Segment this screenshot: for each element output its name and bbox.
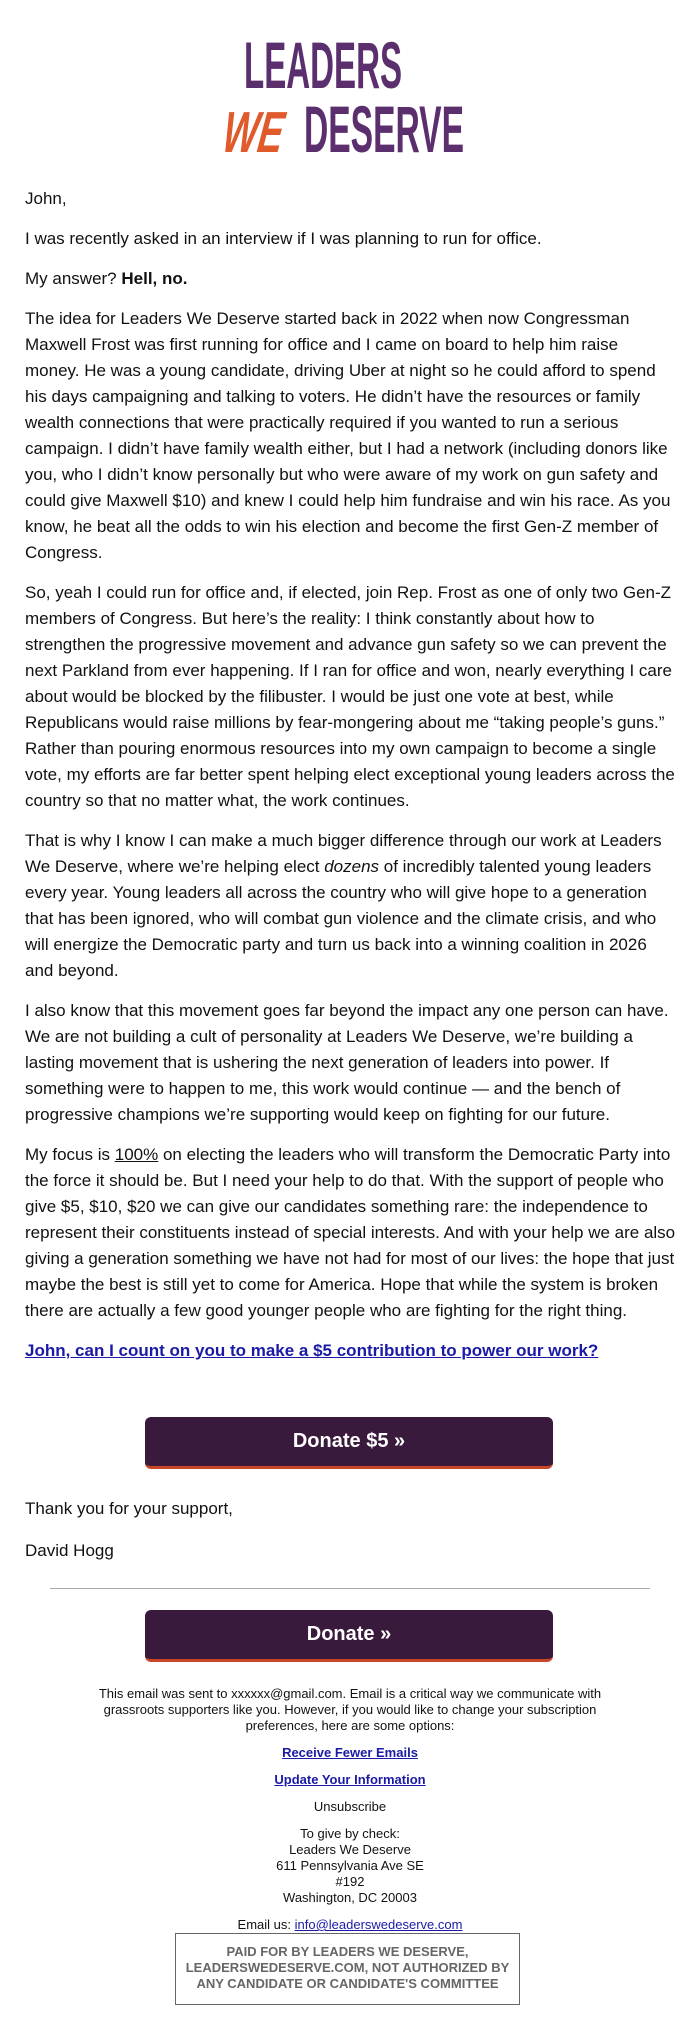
address-line: #192	[335, 1874, 365, 1889]
contact-email-link[interactable]: info@leaderswedeserve.com	[294, 1917, 463, 1932]
email-body	[25, 186, 677, 1378]
text: That is why I know I can make a much bigger difference through our work at Leaders We Deserve, where we’re helping elect	[25, 831, 662, 876]
logo-deserve: DESERVE	[304, 92, 464, 166]
check-label: To give by check:	[300, 1826, 400, 1841]
receive-fewer-emails-link[interactable]: Receive Fewer Emails	[282, 1745, 418, 1760]
unsubscribe-link[interactable]: Unsubscribe	[313, 1799, 387, 1814]
leaders-we-deserve-logo	[219, 28, 466, 166]
text: on electing the leaders who will transform the Democratic Party into the force it should be. But I need your help to do that. With the support of people who give $5, $10, $20 we can give our candidates something rare: the independence to represent their constituents instead of special interests. And with your help we are also giving a generation something we have not had for most of our lives: the hope that just maybe the best is still yet to come for America. Hope that while the system is broken there are actually a few good younger people who are fighting for the right thing.	[25, 1145, 676, 1320]
text: My focus is	[25, 1145, 115, 1164]
paragraph-movement: I also know that this movement goes far beyond the impact any one person can have. We are not building a cult of personality at Leaders We Deserve, we’re building a lasting movement that is ushering the next generation of leaders into power. If something were to happen to me, this work would continue — and the bench of progressive champions we’re supporting would keep on fighting for our future.	[25, 1001, 669, 1124]
signature-name: David Hogg	[25, 1541, 114, 1560]
answer-bold: Hell, no.	[121, 269, 188, 288]
answer-prefix: My answer?	[25, 269, 122, 288]
logo-leaders: LEADERS	[244, 28, 402, 102]
donate-button[interactable]: Donate »	[145, 1610, 553, 1662]
mailing-address	[70, 1826, 630, 1906]
answer-paragraph	[25, 266, 677, 292]
contribution-link[interactable]: John, can I count on you to make a $5 contribution to power our work?	[25, 1341, 599, 1360]
address-line: 611 Pennsylvania Ave SE	[276, 1858, 424, 1873]
text: of incredibly talented young leaders every year. Young leaders all across the country who will give hope to a generation that has been ignored, who will combat gun violence and the climate crisis, and who will energize the Democratic party and turn us back into a winning coalition in 2026 and beyond.	[25, 857, 657, 980]
donate-5-button[interactable]: Donate $5 »	[145, 1417, 553, 1469]
update-information-link[interactable]: Update Your Information	[274, 1772, 426, 1787]
emphasis: dozens	[324, 857, 380, 876]
underlined: 100%	[114, 1145, 159, 1164]
thanks-text: Thank you for your support,	[25, 1499, 233, 1518]
paragraph-origin: The idea for Leaders We Deserve started back in 2022 when now Congressman Maxwell Frost was first running for office and I came on board to help him raise money. He was a young candidate, driving Uber at night so he could afford to spend his days campaigning and talking to voters. He didn’t have the resources or family wealth connections that were practically required if you wanted to run a serious campaign. I didn’t have family wealth either, but I had a network (including donors like you, who I didn’t know personally but who were aware of my work on gun safety and could give Maxwell $10) and knew I could help him fundraise and win his race. As you know, he beat all the odds to win his election and become the first Gen-Z member of Congress.	[25, 309, 671, 562]
address-line: Leaders We Deserve	[289, 1842, 411, 1857]
email-label: Email us:	[237, 1917, 295, 1932]
greeting: John,	[25, 189, 67, 208]
logo-we: WE	[219, 100, 322, 165]
divider	[50, 1588, 650, 1589]
paragraph-focus	[25, 1142, 677, 1324]
paid-for-disclaimer: PAID FOR BY LEADERS WE DESERVE, LEADERSWEDESERVE.COM, NOT AUTHORIZED BY ANY CANDIDATE OR CANDIDATE'S COMMITTEE	[175, 1933, 520, 2005]
footer	[70, 1686, 630, 1944]
paragraph-reality: So, yeah I could run for office and, if elected, join Rep. Frost as one of only two Gen-Z members of Congress. But here’s the reality: I think constantly about how to strengthen the progressive movement and advance gun safety so we can prevent the next Parkland from ever happening. If I ran for office and won, nearly everything I care about would be blocked by the filibuster. I would be just one vote at best, while Republicans would raise millions by fear-mongering about me “taking people’s guns.” Rather than pouring enormous resources into my own campaign to become a single vote, my efforts are far better spent helping elect exceptional young leaders across the country so that no matter what, the work continues.	[25, 583, 675, 810]
subscription-notice: This email was sent to xxxxxx@gmail.com. Email is a critical way we communicate with grassroots supporters like you. However, if you would like to change your subscription preferences, here are some options:	[98, 1686, 602, 1733]
signoff	[25, 1496, 233, 1580]
address-line: Washington, DC 20003	[283, 1890, 417, 1905]
paragraph-difference	[25, 828, 677, 984]
intro-paragraph: I was recently asked in an interview if I was planning to run for office.	[25, 229, 542, 248]
